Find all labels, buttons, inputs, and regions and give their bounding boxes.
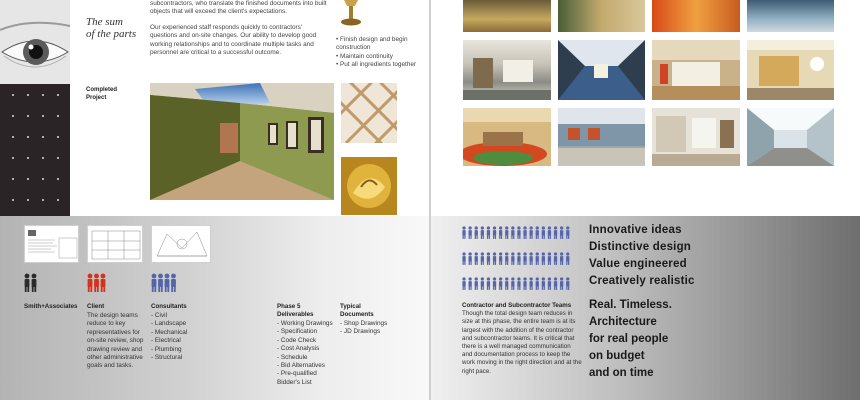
typical-heading-line: Documents	[340, 311, 374, 318]
client-column	[87, 303, 145, 371]
firm-name: Smith+Associates	[24, 303, 78, 310]
person-icon	[560, 277, 563, 290]
pattern-dot	[57, 157, 59, 159]
person-icon	[517, 226, 520, 239]
pattern-dot	[57, 115, 59, 117]
person-icon	[536, 277, 539, 290]
teams-heading: Contractor and Subcontractor Teams	[462, 302, 572, 309]
typical-column	[340, 303, 410, 337]
phase-text: Code Check	[280, 336, 317, 344]
completed-project-label	[86, 86, 117, 102]
person-icon	[523, 277, 526, 290]
bullet-icon: •	[336, 61, 339, 69]
dash-icon: -	[277, 328, 280, 336]
person-icon	[542, 226, 545, 239]
section-title	[86, 16, 136, 40]
completed-project-photo	[150, 83, 334, 200]
person-icon	[469, 226, 472, 239]
person-icon	[554, 277, 557, 290]
phase-item	[277, 362, 339, 370]
interior-photo	[463, 108, 551, 166]
person-icon	[511, 277, 514, 290]
eye-photo	[0, 0, 70, 84]
dash-icon: -	[151, 354, 154, 362]
firm-column	[24, 303, 84, 312]
dash-icon: -	[277, 320, 280, 327]
typical-item	[340, 328, 410, 336]
intro-paragraph: Our experienced staff responds quickly to contractors' questions and on-site changes. Our ability to develop good working relationships and to coordinate multiple tasks and personnel are critical to a successful outcome.	[150, 23, 317, 57]
person-icon	[469, 252, 472, 265]
intro-text	[150, 0, 330, 64]
person-icon	[530, 226, 533, 239]
person-icon	[101, 274, 106, 292]
consultant-text: Electrical	[154, 337, 181, 345]
bullet-icon: •	[336, 52, 339, 60]
interior-photo	[747, 108, 834, 166]
lattice-photo	[341, 83, 397, 143]
consultant-text: Mechanical	[154, 328, 188, 336]
slogan-line: Creatively realistic	[589, 275, 695, 287]
consultants-column	[151, 303, 215, 362]
person-icon	[499, 252, 502, 265]
title-line: The sum	[86, 16, 123, 28]
typical-item	[340, 320, 410, 328]
consultant-item	[151, 337, 215, 345]
person-icon	[505, 277, 508, 290]
person-icon	[566, 277, 569, 290]
consultant-item	[151, 346, 215, 354]
person-icon	[88, 274, 93, 292]
person-icon	[566, 252, 569, 265]
person-icon	[548, 226, 551, 239]
interior-photo	[558, 40, 645, 100]
typical-text: Shop Drawings	[343, 320, 388, 327]
person-icon	[25, 274, 30, 292]
dash-icon: -	[277, 362, 280, 370]
person-icon	[475, 226, 478, 239]
slogan-line: Innovative ideas	[589, 224, 682, 236]
people-row-icon	[462, 277, 572, 291]
pattern-dot	[12, 157, 14, 159]
person-icon	[487, 277, 490, 290]
pattern-dot	[42, 178, 44, 180]
phase-heading	[277, 303, 339, 319]
slogan-line: Distinctive design	[589, 241, 692, 253]
person-icon	[530, 252, 533, 265]
label-line: Completed	[86, 87, 118, 93]
client-heading: Client	[87, 303, 105, 310]
interior-photo	[747, 40, 834, 100]
pattern-dot	[27, 136, 29, 138]
person-icon	[530, 277, 533, 290]
dot-pattern	[0, 84, 70, 216]
pattern-dot	[57, 136, 59, 138]
pattern-dot	[12, 136, 14, 138]
person-icon	[493, 252, 496, 265]
pattern-dot	[42, 199, 44, 201]
consultant-text: Civil	[154, 312, 167, 319]
person-icon	[487, 226, 490, 239]
consultant-item	[151, 312, 215, 320]
phase-text: Specification	[280, 328, 318, 336]
person-icon	[171, 274, 176, 292]
consultant-item	[151, 329, 215, 337]
dash-icon: -	[340, 328, 343, 336]
person-icon	[32, 274, 37, 292]
pattern-dot	[42, 136, 44, 138]
pattern-dot	[12, 178, 14, 180]
person-icon	[462, 226, 465, 239]
person-icon	[481, 226, 484, 239]
person-icon	[493, 226, 496, 239]
interior-photo	[558, 108, 645, 166]
client-text: The design teams reduce to key representatives for on-site review, shop drawing review and other administrative goals and tasks.	[87, 312, 144, 370]
phase-item	[277, 320, 339, 328]
person-icon	[505, 252, 508, 265]
typical-text: JD Drawings	[343, 328, 381, 336]
phase-item	[277, 354, 339, 362]
person-icon	[493, 277, 496, 290]
person-icon	[511, 252, 514, 265]
phase-text: Bid Alternatives	[280, 362, 325, 370]
document-thumbnail	[87, 225, 143, 263]
tagline-line: for real people	[589, 333, 669, 345]
phase-heading-line: Deliverables	[277, 311, 314, 318]
phase-column	[277, 303, 339, 387]
person-icon	[536, 226, 539, 239]
person-icon	[548, 277, 551, 290]
person-icon	[499, 226, 502, 239]
dash-icon: -	[277, 345, 280, 353]
slogan-list	[589, 222, 695, 290]
bullet-list	[336, 36, 426, 70]
person-icon	[566, 226, 569, 239]
consultant-text: Plumbing	[154, 345, 182, 353]
typical-heading	[340, 303, 410, 319]
phase-heading-line: Phase 5	[277, 303, 301, 310]
interior-photo	[463, 40, 551, 100]
tagline-line: Real. Timeless.	[589, 299, 672, 311]
dash-icon: -	[277, 336, 280, 344]
pattern-dot	[27, 199, 29, 201]
typical-heading-line: Typical	[340, 303, 361, 310]
dash-icon: -	[151, 320, 154, 328]
person-icon	[511, 226, 514, 239]
phase-item	[277, 345, 339, 353]
dash-icon: -	[277, 353, 280, 361]
consultant-text: Structural	[154, 354, 183, 362]
interior-photo	[652, 108, 740, 166]
person-icon	[462, 277, 465, 290]
teams-text: Though the total design team reduces in size at this phase, the entire team is at its largest with the addition of the contractor and subcontractor teams. It is critical that there is a well managed communication and documentation process to keep the work moving in the right direction and at the right pace.	[462, 310, 582, 375]
person-icon	[469, 277, 472, 290]
person-icon	[542, 252, 545, 265]
pattern-dot	[57, 199, 59, 201]
person-icon	[523, 226, 526, 239]
person-icon	[517, 252, 520, 265]
tagline-line: and on time	[589, 367, 654, 379]
person-icon	[481, 252, 484, 265]
phase-item	[277, 370, 339, 387]
phase-text: Pre-qualified Bidder's List	[277, 370, 317, 386]
tagline-line: on budget	[589, 350, 645, 362]
dash-icon: -	[151, 328, 154, 336]
pattern-dot	[27, 157, 29, 159]
person-icon	[542, 277, 545, 290]
interior-photo	[747, 0, 834, 32]
label-line: Project	[86, 95, 107, 101]
dash-icon: -	[151, 337, 154, 345]
lamp-photo	[340, 0, 362, 26]
bullet-text: Put all ingredients together	[340, 61, 417, 69]
person-icon	[152, 274, 157, 292]
interior-photo	[652, 40, 740, 100]
dash-icon: -	[277, 370, 280, 378]
tagline-line: Architecture	[589, 316, 657, 328]
document-thumbnail	[151, 225, 211, 263]
dash-icon: -	[151, 312, 154, 319]
interior-photo	[558, 0, 645, 32]
people-red-icon	[87, 273, 107, 293]
pattern-dot	[12, 94, 14, 96]
document-thumbnail	[24, 225, 79, 263]
pattern-dot	[27, 178, 29, 180]
person-icon	[523, 252, 526, 265]
phase-text: Schedule	[280, 353, 308, 361]
pattern-dot	[27, 94, 29, 96]
teams-description	[462, 302, 582, 376]
intro-paragraph: subcontractors, who translate the finished documents into built objects that will exceed the client's expectations.	[150, 0, 327, 16]
people-blue-icon	[151, 273, 177, 293]
person-icon	[165, 274, 170, 292]
person-icon	[505, 226, 508, 239]
person-icon	[554, 252, 557, 265]
bullet-text: Finish design and begin construction	[336, 36, 408, 52]
pattern-dot	[42, 94, 44, 96]
dash-icon: -	[151, 345, 154, 353]
person-icon	[475, 277, 478, 290]
people-row-icon	[462, 252, 572, 266]
phase-item	[277, 328, 339, 336]
bullet-text: Maintain continuity	[340, 52, 393, 60]
phase-text: Cost Analysis	[280, 345, 320, 353]
bullet-icon: •	[336, 36, 339, 43]
pattern-dot	[57, 178, 59, 180]
slogan-line: Value engineered	[589, 258, 687, 270]
pattern-dot	[12, 115, 14, 117]
person-icon	[462, 252, 465, 265]
pattern-dot	[42, 115, 44, 117]
gold-detail-photo	[341, 157, 397, 215]
person-icon	[560, 252, 563, 265]
person-icon	[158, 274, 163, 292]
pattern-dot	[27, 115, 29, 117]
pattern-dot	[42, 157, 44, 159]
person-icon	[517, 277, 520, 290]
person-icon	[560, 226, 563, 239]
tagline	[589, 297, 672, 382]
consultant-text: Landscape	[154, 320, 187, 328]
person-icon	[536, 252, 539, 265]
consultant-item	[151, 354, 215, 362]
people-row-icon	[462, 226, 572, 240]
pattern-dot	[57, 94, 59, 96]
person-icon	[554, 226, 557, 239]
person-icon	[94, 274, 99, 292]
dash-icon: -	[340, 320, 343, 327]
people-black-icon	[24, 273, 40, 293]
consultant-item	[151, 320, 215, 328]
bullet-item	[336, 61, 426, 69]
phase-text: Working Drawings	[280, 320, 333, 327]
consultants-heading: Consultants	[151, 303, 187, 310]
person-icon	[481, 277, 484, 290]
interior-photo	[652, 0, 740, 32]
phase-item	[277, 337, 339, 345]
bullet-item	[336, 53, 426, 61]
person-icon	[475, 252, 478, 265]
bullet-item	[336, 36, 426, 53]
interior-photo	[463, 0, 551, 32]
pattern-dot	[12, 199, 14, 201]
person-icon	[487, 252, 490, 265]
title-line: of the parts	[86, 28, 137, 40]
person-icon	[499, 277, 502, 290]
person-icon	[548, 252, 551, 265]
